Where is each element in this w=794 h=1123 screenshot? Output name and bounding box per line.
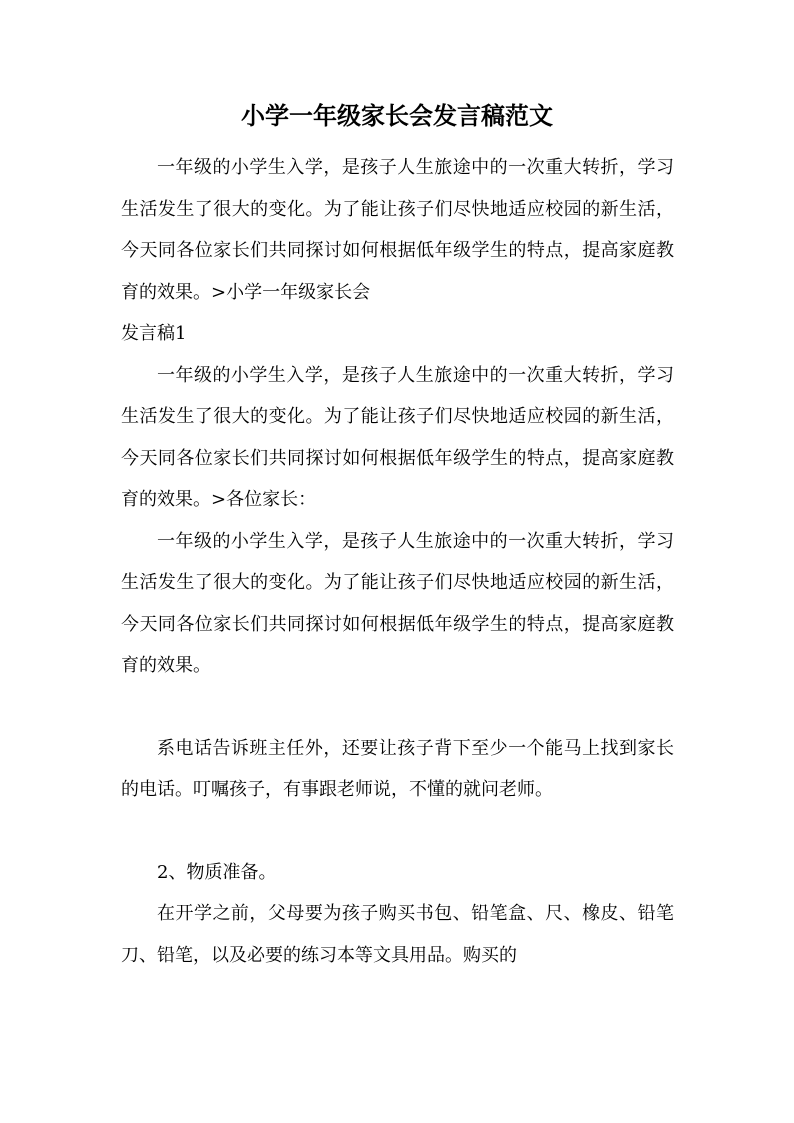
- paragraph: 一年级的小学生入学，是孩子人生旅途中的一次重大转折，学习生活发生了很大的变化。为了能让孩子们尽快地适应校园的新生活，今天同各位家长们共同探讨如何根据低年级学生的特点，提高家庭教育的效果。>各位家长：: [121, 364, 674, 510]
- document-title: 小学一年级家长会发言稿范文: [241, 102, 553, 130]
- paragraph: 一年级的小学生入学，是孩子人生旅途中的一次重大转折，学习生活发生了很大的变化。为了能让孩子们尽快地适应校园的新生活，今天同各位家长们共同探讨如何根据低年级学生的特点，提高家庭教育的效果。: [121, 530, 674, 676]
- paragraph: 发言稿1: [121, 323, 187, 344]
- paragraph-spacer: [121, 687, 674, 728]
- paragraph: 系电话告诉班主任外，还要让孩子背下至少一个能马上找到家长的电话。叮嘱孩子，有事跟老师说，不懂的就问老师。: [121, 737, 674, 800]
- paragraph: 一年级的小学生入学，是孩子人生旅途中的一次重大转折，学习生活发生了很大的变化。为了能让孩子们尽快地适应校园的新生活，今天同各位家长们共同探讨如何根据低年级学生的特点，提高家庭教育的效果。>小学一年级家长会: [121, 157, 674, 303]
- paragraph: 2、物质准备。: [157, 861, 277, 883]
- paragraph-spacer: [121, 811, 674, 852]
- document-body: [121, 147, 674, 976]
- paragraph: 在开学之前，父母要为孩子购买书包、铅笔盒、尺、橡皮、铅笔刀、铅笔，以及必要的练习本等文具用品。购买的: [121, 903, 674, 966]
